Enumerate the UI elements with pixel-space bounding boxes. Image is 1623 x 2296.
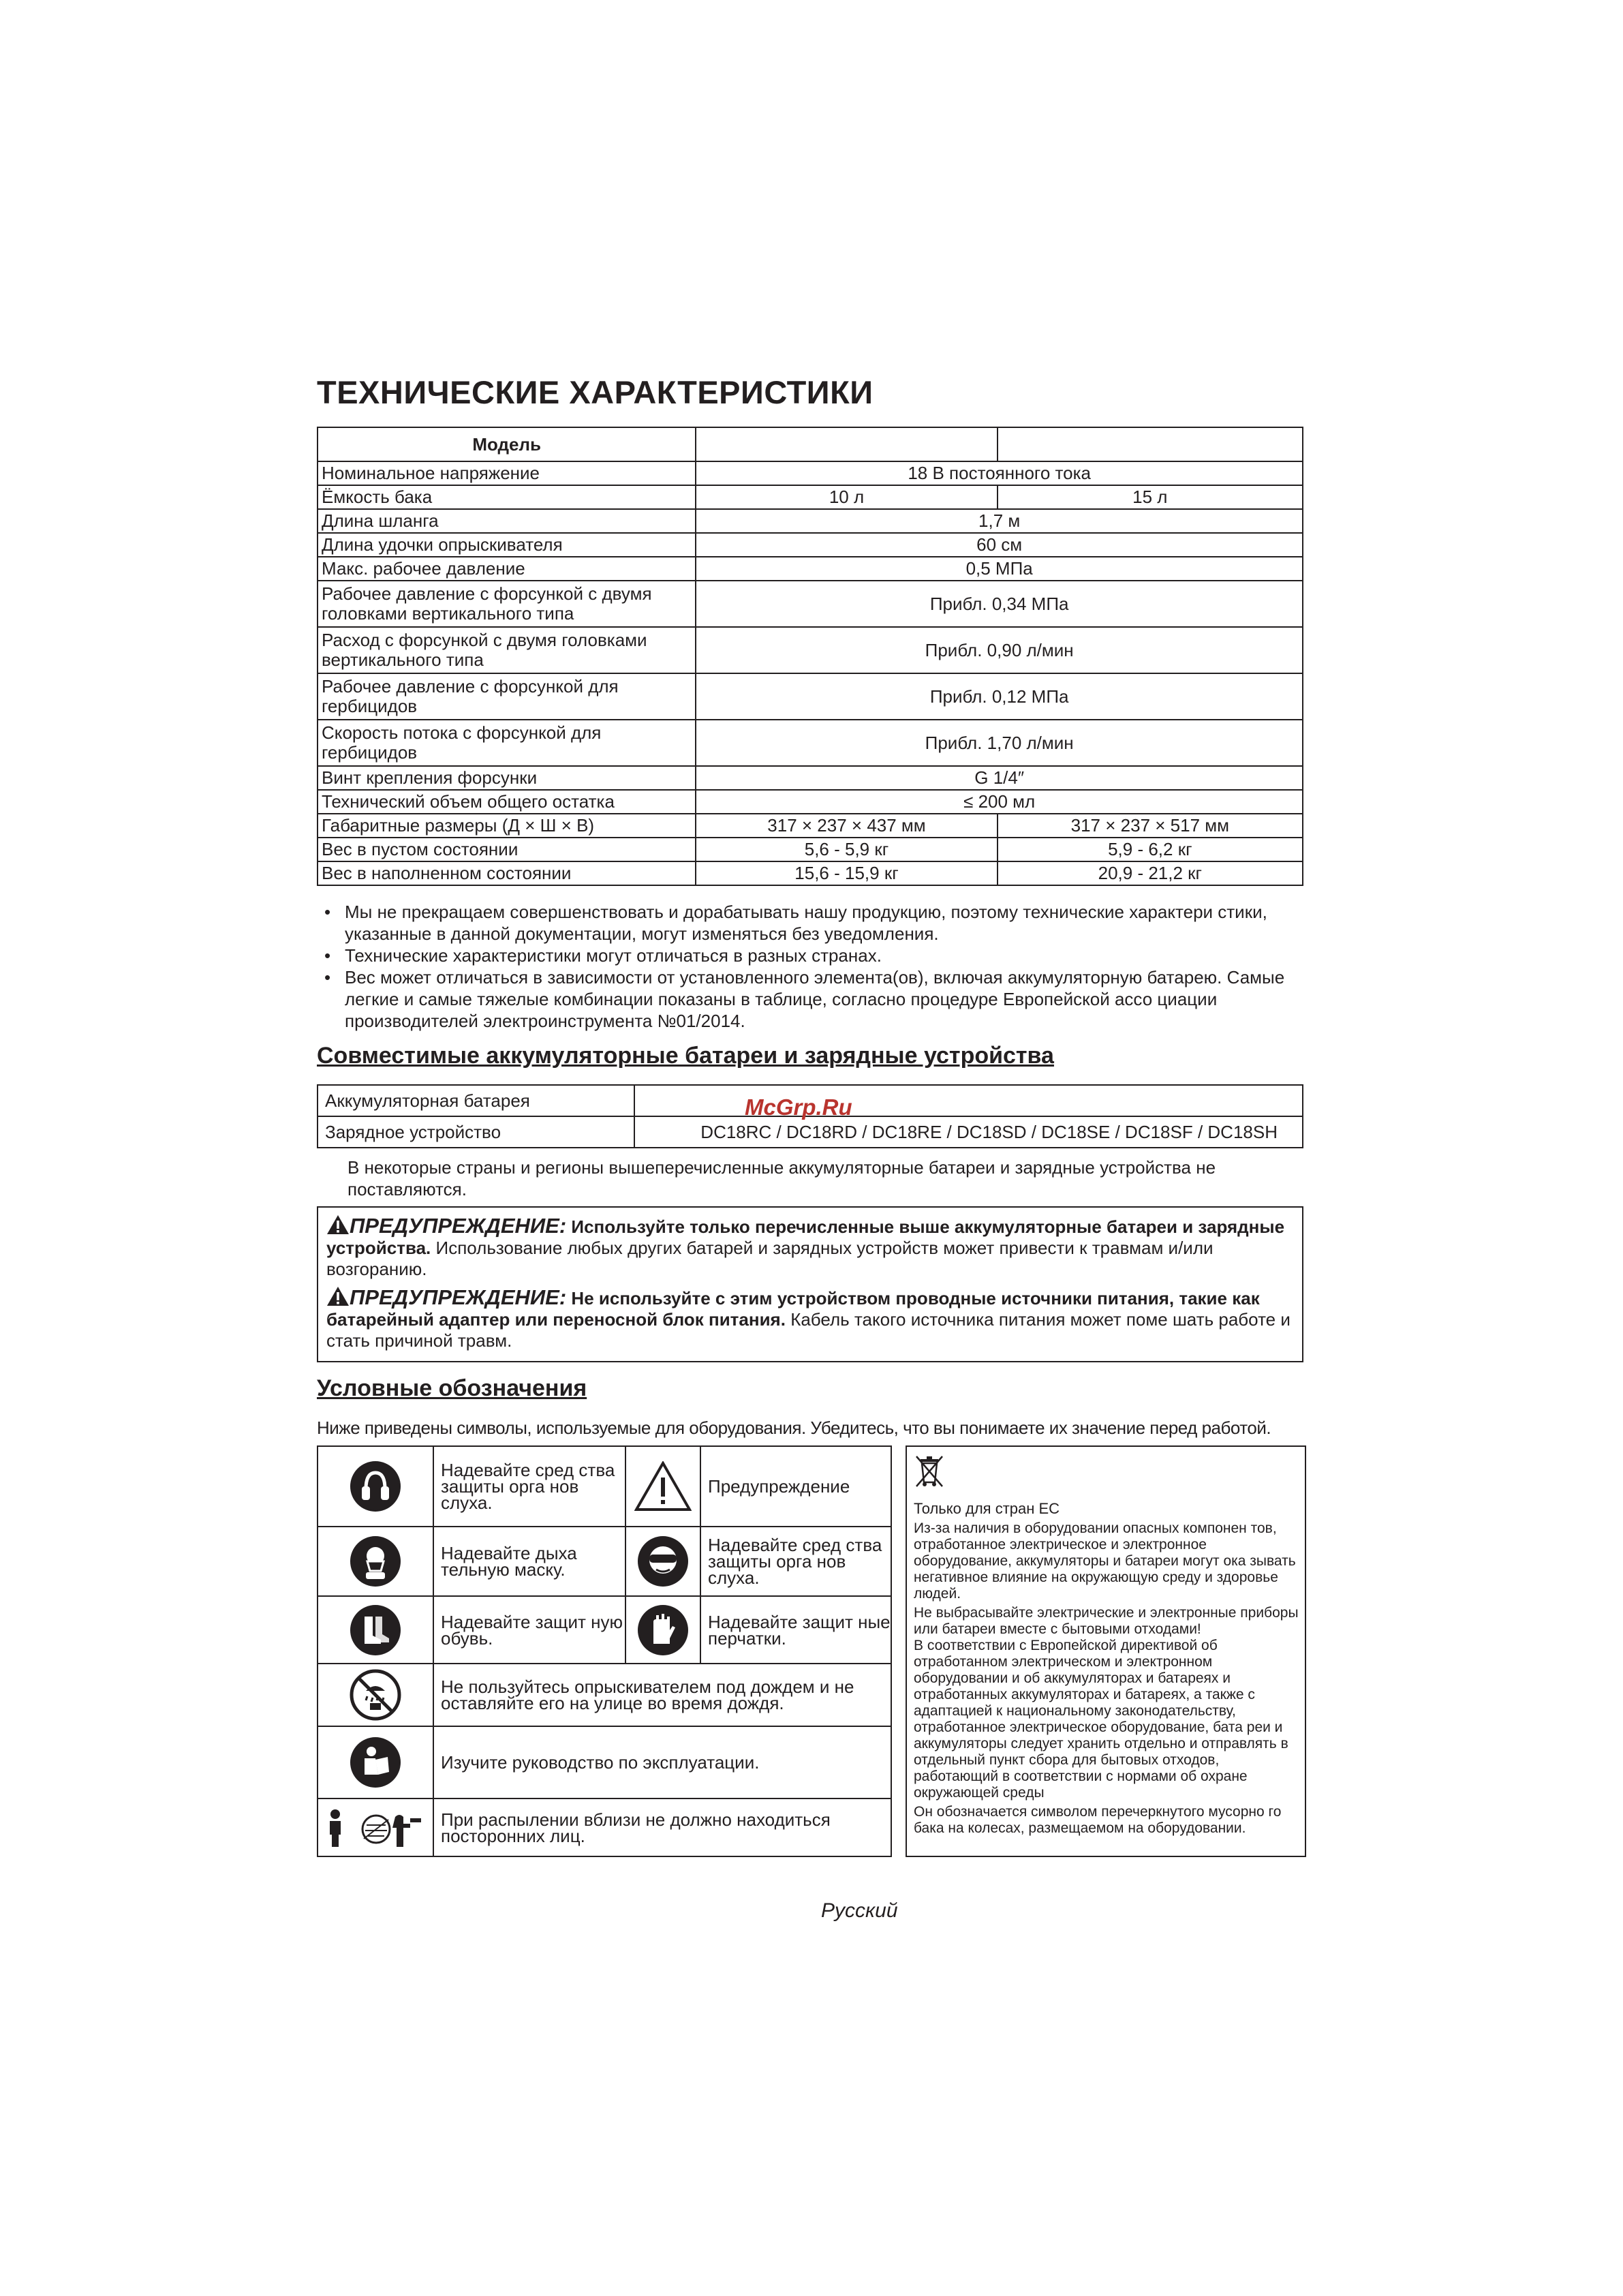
symbol-text-9: При распылении вблизи не должно находиться посторонних лиц. [441,1809,831,1846]
charger-value: DC18RC / DC18RD / DC18RE / DC18SD / DC18SE / DC18SF / DC18SH [634,1116,1303,1148]
safety-boots-icon [318,1597,434,1663]
spec-row [318,766,1303,790]
compat-heading: Совместимые аккумуляторные батареи и зарядные устройства [317,1043,1054,1069]
spec-value-v2: 5,9 - 6,2 кг [998,838,1303,861]
spec-value: Прибл. 0,90 л/мин [696,627,1303,673]
spec-row [318,485,1303,509]
symbols-intro: Ниже приведены символы, используемые для оборудования. Убедитесь, что вы понимаете их значение перед работой. [317,1418,1271,1438]
spec-value: 1,7 м [696,509,1303,533]
spec-value-v1: 317 × 237 × 437 мм [696,814,997,838]
symbol-text-6: Надевайте защит ные перчатки. [708,1611,891,1649]
symbols-heading: Условные обозначения [317,1375,587,1401]
spec-value-v2: 15 л [998,485,1303,509]
eu-p2: Не выбрасывайте электрические и электронные приборы или батареи вместе с бытовыми отходами! [914,1605,1299,1637]
read-manual-icon [318,1727,434,1798]
warning-2-text: Кабель такого источника питания может поме шать работе и стать причиной травм. [326,1309,1290,1351]
warning-2-head: ПРЕДУПРЕЖДЕНИЕ: [350,1285,567,1309]
warning-triangle-icon [326,1214,350,1235]
spec-value-v1: 15,6 - 15,9 кг [696,861,997,885]
spec-row [318,627,1303,673]
spec-row [318,509,1303,533]
ear-protection-icon [318,1447,434,1526]
spec-label: Габаритные размеры (Д × Ш × В) [318,814,696,838]
spec-row [318,720,1303,766]
spec-row [318,673,1303,720]
spec-value: Прибл. 0,12 МПа [696,673,1303,720]
spec-value: 60 см [696,533,1303,557]
eu-box [906,1445,1306,1857]
charger-label: Зарядное устройство [318,1116,634,1148]
spec-value-v2: 20,9 - 21,2 кг [998,861,1303,885]
spec-label: Рабочее давление с форсункой для гербицидов [318,673,696,720]
spec-row [318,533,1303,557]
spec-row [318,814,1303,838]
note-text: Мы не прекращаем совершенствовать и дорабатывать нашу продукцию, поэтому технические характери стики, указанные в данной документации, могут изменяться без уведомления. [345,902,1267,944]
no-rain-icon [318,1664,434,1726]
eu-p1: Из-за наличия в оборудовании опасных компонен тов, отработанное электрическое и электронное оборудование, аккумуляторы и батареи могут ока зывать негативное влияние на окружающую среду и здоровье людей. [914,1520,1296,1602]
symbol-text-8: Изучите руководство по эксплуатации. [441,1752,760,1773]
compat-note: В некоторые страны и регионы вышеперечисленные аккумуляторные батареи и зарядные устройства не поставляются. [347,1157,1216,1199]
bullet: • [324,945,331,966]
spec-label: Технический объем общего остатка [318,790,696,814]
warning-2 [326,1286,1294,1351]
spec-label: Номинальное напряжение [318,461,696,485]
spec-row [318,838,1303,861]
warning-triangle-icon [626,1447,701,1526]
keep-bystanders-away-icon [318,1799,434,1856]
spec-header-col1 [696,427,997,461]
eu-text [914,1520,1299,1839]
eu-title: Только для стран ЕС [914,1500,1060,1517]
spec-label: Макс. рабочее давление [318,557,696,581]
spec-label: Ёмкость бака [318,485,696,509]
spec-value: G 1/4″ [696,766,1303,790]
spec-label: Скорость потока с форсункой для гербицидов [318,720,696,766]
spec-label: Длина удочки опрыскивателя [318,533,696,557]
spec-note [324,966,1299,1032]
spec-table [317,427,1303,886]
warning-box [317,1206,1303,1362]
spec-value: 0,5 МПа [696,557,1303,581]
eu-p3: В соответствии с Европейской директивой об отработанном электрическом и электронном оборудовании и об аккумуляторах и батареях и отработанных аккумуляторах и батареях, а также с адаптацией к национальному законодательству, отработанное электрическое оборудование, бата реи и аккумуляторы следует хранить отдельно и отправлять в отдельный пункт сбора для бытовых отходов, работающий в соответствии с нормами об охране окружающей среды [914,1638,1288,1801]
spec-value: Прибл. 1,70 л/мин [696,720,1303,766]
eye-protection-icon [626,1527,701,1595]
symbol-text-1: Надевайте сред ства защиты орга нов слуха. [441,1460,615,1513]
spec-value-v2: 317 × 237 × 517 мм [998,814,1303,838]
spec-row [318,861,1303,885]
symbol-text-3: Надевайте дыха тельную маску. [441,1543,577,1580]
spec-label: Длина шланга [318,509,696,533]
bullet: • [324,967,331,988]
symbols-grid [317,1445,892,1857]
spec-value: Прибл. 0,34 МПа [696,581,1303,627]
spec-value: 18 В постоянного тока [696,461,1303,485]
charger-row [318,1116,1303,1148]
warning-1-head: ПРЕДУПРЕЖДЕНИЕ: [350,1214,567,1238]
warning-1-text: Использование любых других батарей и зарядных устройств может привести к травмам и/или возгоранию. [326,1238,1214,1279]
battery-value [634,1085,1303,1116]
bullet: • [324,902,331,922]
spec-label: Рабочее давление с форсункой с двумя головками вертикального типа [318,581,696,627]
warning-2-bold: Не используйте с этим устройством проводные источники питания, такие как батарейный адаптер или переносной блок питания. [326,1288,1260,1330]
spec-value: ≤ 200 мл [696,790,1303,814]
spec-header-row [318,427,1303,461]
page-footer-language: Русский [821,1899,898,1922]
note-text: Технические характеристики могут отличаться в разных странах. [345,945,882,966]
eu-p4: Он обозначается символом перечеркнутого мусорно го бака на колесах, размещаемом на оборудовании. [914,1804,1282,1836]
spec-label: Расход с форсункой с двумя головками вертикального типа [318,627,696,673]
warning-1 [326,1214,1294,1280]
crossed-bin-icon [914,1454,945,1489]
respirator-mask-icon [318,1527,434,1595]
spec-value-v1: 5,6 - 5,9 кг [696,838,997,861]
page-title: ТЕХНИЧЕСКИЕ ХАРАКТЕРИСТИКИ [317,374,874,410]
spec-label: Вес в наполненном состоянии [318,861,696,885]
gloves-icon [626,1597,701,1663]
warning-1-bold: Используйте только перечисленные выше аккумуляторные батареи и зарядные устройства. [326,1216,1285,1258]
battery-label: Аккумуляторная батарея [318,1085,634,1116]
spec-header-model: Модель [318,427,696,461]
symbol-text-2: Предупреждение [708,1476,850,1497]
symbol-text-7: Не пользуйтесь опрыскивателем под дождем и не оставляйте его на улице во время дождя. [441,1677,854,1713]
watermark: McGrp.Ru [745,1095,852,1120]
spec-value-v1: 10 л [696,485,997,509]
spec-label: Винт крепления форсунки [318,766,696,790]
warning-triangle-icon [326,1286,350,1306]
spec-note [324,945,1299,966]
spec-row [318,461,1303,485]
note-text: Вес может отличаться в зависимости от установленного элемента(ов), включая аккумуляторную батарею. Самые легкие и самые тяжелые комбинации показаны в таблице, согласно процедуре Европейской ассо циации производителей электроинструмента №01/2014. [345,967,1285,1031]
spec-note [324,901,1299,945]
spec-row [318,790,1303,814]
spec-header-col2 [998,427,1303,461]
symbol-text-4: Надевайте сред ства защиты орга нов слуха. [708,1535,882,1588]
spec-row [318,581,1303,627]
spec-notes [324,901,1299,1032]
spec-label: Вес в пустом состоянии [318,838,696,861]
symbol-text-5: Надевайте защит ную обувь. [441,1611,623,1649]
spec-row [318,557,1303,581]
